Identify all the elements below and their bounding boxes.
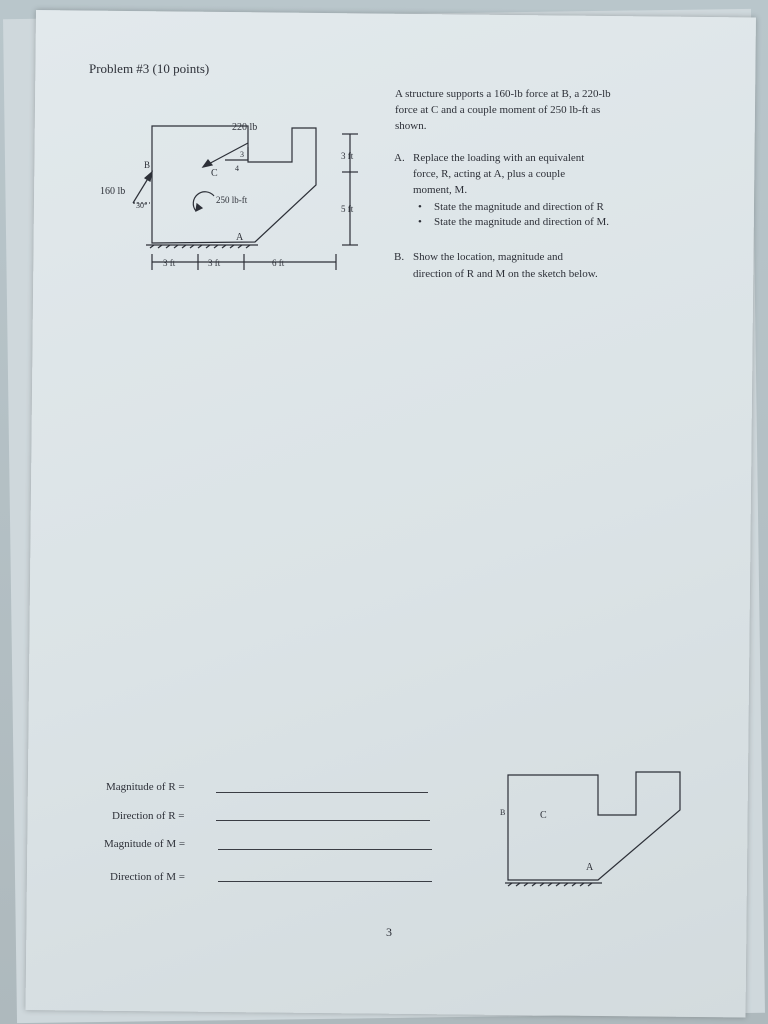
label-dim-x1: 3 ft (163, 258, 176, 268)
part-b-letter: B. (394, 251, 405, 263)
part-a-line-1: Replace the loading with an equivalent (413, 152, 585, 164)
answer-label-magnitude-r: Magnitude of R = (106, 781, 185, 793)
label-dim-x2: 3 ft (208, 258, 221, 268)
part-b-line-1: Show the location, magnitude and (413, 251, 563, 263)
label-moment: 250 lb-ft (216, 195, 248, 205)
part-a-bullet-1: State the magnitude and direction of R (434, 201, 604, 213)
answer-line-direction-r[interactable] (216, 820, 430, 821)
structure-outline (152, 126, 316, 243)
answer-line-magnitude-r[interactable] (216, 792, 428, 793)
arrowhead-icon (145, 172, 152, 181)
label-slope-rise: 3 (240, 150, 244, 159)
label-point-a: A (236, 232, 244, 243)
page-number: 3 (386, 925, 392, 939)
answer-label-magnitude-m: Magnitude of M = (104, 838, 186, 850)
label-point-b: B (144, 160, 151, 170)
answer-label-direction-r: Direction of R = (112, 810, 185, 822)
label-dim-x3: 6 ft (272, 258, 285, 268)
label-dim-top: 3 ft (341, 151, 354, 161)
arrowhead-icon (203, 160, 212, 167)
answer-line-magnitude-m[interactable] (218, 849, 432, 850)
sketch-label-a: A (586, 862, 594, 873)
label-point-c: C (211, 168, 218, 179)
part-a-bullet-2: State the magnitude and direction of M. (434, 216, 610, 228)
label-angle-b: 30° (136, 201, 148, 210)
description-line-2: force at C and a couple moment of 250 lb-ft as (395, 104, 601, 116)
part-a-line-3: moment, M. (413, 184, 468, 196)
description-line-1: A structure supports a 160-lb force at B, a 220-lb (395, 88, 611, 100)
description-line-3: shown. (395, 120, 427, 132)
bullet-icon: • (418, 216, 422, 228)
label-force-c: 220 lb (232, 122, 258, 133)
part-a-line-2: force, R, acting at A, plus a couple (413, 168, 566, 180)
sketch-label-c: C (540, 810, 547, 821)
label-force-b: 160 lb (100, 186, 126, 197)
sketch-outline (508, 772, 680, 880)
bullet-icon: • (418, 201, 422, 213)
arrowhead-icon (196, 204, 202, 211)
problem-title: Problem #3 (10 points) (89, 61, 210, 76)
sketch-label-b: B (500, 808, 506, 817)
label-slope-run: 4 (235, 164, 239, 173)
part-b-line-2: direction of R and M on the sketch below. (413, 268, 598, 280)
answer-line-direction-m[interactable] (218, 881, 432, 882)
part-a-letter: A. (394, 152, 405, 164)
answer-label-direction-m: Direction of M = (110, 871, 185, 883)
label-dim-right: 5 ft (341, 204, 354, 214)
